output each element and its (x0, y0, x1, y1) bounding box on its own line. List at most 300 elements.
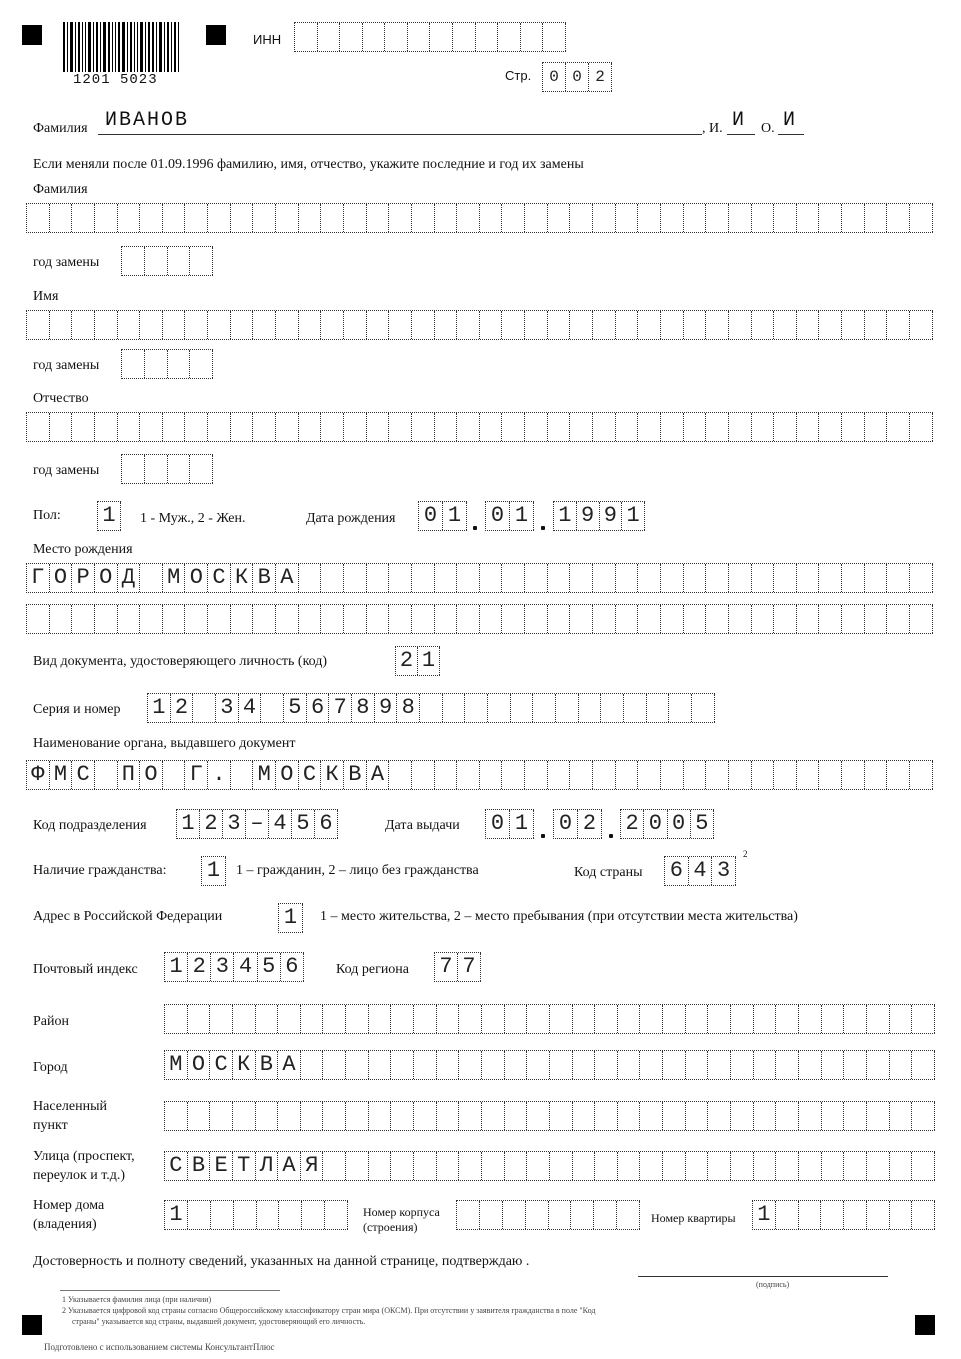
comb-cell (754, 1005, 777, 1033)
comb-cell (640, 1102, 663, 1130)
birth-place-field-line1[interactable] (26, 563, 933, 593)
old-name-field[interactable] (26, 310, 933, 340)
comb-cell (459, 1102, 482, 1130)
street-label-line1: Улица (проспект, (33, 1149, 135, 1164)
comb-cell (525, 413, 548, 441)
comb-cell (776, 1102, 799, 1130)
street-char (663, 1152, 686, 1180)
inn-field[interactable] (294, 22, 566, 52)
issuer-char (480, 761, 503, 789)
city-label: Город (33, 1060, 68, 1075)
issuer-char: В (344, 761, 367, 789)
comb-cell (140, 605, 163, 633)
birth-year-digit: 9 (577, 502, 600, 530)
comb-cell (27, 311, 50, 339)
city-char (822, 1051, 845, 1079)
street-char (776, 1152, 799, 1180)
house-label-line2: (владения) (33, 1217, 97, 1232)
comb-cell (50, 413, 73, 441)
address-label: Адрес в Российской Федерации (33, 909, 223, 924)
district-field[interactable] (164, 1004, 935, 1034)
old-patronymic-year-label: год замены (33, 463, 100, 478)
barcode (63, 20, 181, 72)
comb-cell (480, 1201, 503, 1229)
settlement-field[interactable] (164, 1101, 935, 1131)
sex-value: 1 (98, 502, 121, 530)
house-number-char (302, 1201, 325, 1229)
birth-place-char: Р (72, 564, 95, 592)
comb-cell (369, 1102, 392, 1130)
birth-day-field[interactable] (418, 501, 467, 531)
comb-cell (321, 204, 344, 232)
page-label: Стр. (505, 68, 532, 83)
footnote-2-continued: страны" указывается код страны, выдавшей документ, удостоверяющий его личность. (72, 1317, 366, 1326)
comb-cell (729, 204, 752, 232)
issuer-field[interactable] (26, 760, 933, 790)
apartment-number-char (867, 1201, 890, 1229)
comb-cell (457, 605, 480, 633)
page-number-field[interactable] (542, 62, 612, 92)
comb-cell (276, 413, 299, 441)
comb-cell (145, 455, 168, 483)
city-char (686, 1051, 709, 1079)
division-char: 5 (292, 810, 315, 838)
comb-cell (706, 204, 729, 232)
comb-cell (525, 204, 548, 232)
comb-cell (638, 605, 661, 633)
series-label: Серия и номер (33, 702, 121, 717)
street-char: Л (256, 1152, 279, 1180)
comb-cell (842, 311, 865, 339)
series-char: 5 (284, 694, 307, 722)
comb-cell (616, 311, 639, 339)
city-field[interactable] (164, 1050, 935, 1080)
comb-cell (570, 311, 593, 339)
street-char (731, 1152, 754, 1180)
comb-cell (573, 1005, 596, 1033)
doc-type-digit: 2 (396, 647, 418, 675)
page-digit: 0 (566, 63, 589, 91)
comb-cell (525, 605, 548, 633)
barcode-number: 1201 5023 (73, 72, 158, 88)
issuer-char: . (208, 761, 231, 789)
comb-cell (437, 1005, 460, 1033)
old-patronymic-year-field[interactable] (121, 454, 213, 484)
issuer-char (163, 761, 186, 789)
comb-cell (389, 311, 412, 339)
birth-place-char (412, 564, 435, 592)
surname-underline (98, 134, 702, 135)
house-number-char (279, 1201, 302, 1229)
birth-place-char: М (163, 564, 186, 592)
comb-cell (594, 1201, 617, 1229)
old-surname-field[interactable] (26, 203, 933, 233)
comb-cell (480, 605, 503, 633)
issuer-char (231, 761, 254, 789)
city-char (640, 1051, 663, 1079)
series-char: 1 (148, 694, 171, 722)
birth-month-digit: 1 (510, 502, 534, 530)
building-label-line2: (строения) (363, 1220, 418, 1234)
comb-cell (140, 413, 163, 441)
comb-cell (168, 350, 191, 378)
street-char (550, 1152, 573, 1180)
comb-cell (661, 311, 684, 339)
comb-cell (570, 204, 593, 232)
initial-i-value[interactable]: И (732, 109, 745, 132)
building-number-field[interactable] (456, 1200, 640, 1230)
birth-place-char (435, 564, 458, 592)
country-code-field[interactable] (664, 856, 736, 886)
old-patronymic-field[interactable] (26, 412, 933, 442)
comb-cell (548, 605, 571, 633)
house-number-char (188, 1201, 211, 1229)
comb-cell (323, 1005, 346, 1033)
street-char (459, 1152, 482, 1180)
city-char (776, 1051, 799, 1079)
comb-cell (276, 311, 299, 339)
issuer-char (95, 761, 118, 789)
division-code-field[interactable] (176, 809, 338, 839)
doc-type-digit: 1 (418, 647, 440, 675)
comb-cell (391, 1102, 414, 1130)
comb-cell (163, 605, 186, 633)
issue-year-field[interactable] (620, 809, 714, 839)
comb-cell (887, 311, 910, 339)
comb-cell (819, 311, 842, 339)
issuer-char (525, 761, 548, 789)
comb-cell (278, 1005, 301, 1033)
comb-cell (95, 204, 118, 232)
comb-cell (774, 413, 797, 441)
inn-label: ИНН (253, 32, 282, 47)
old-surname-year-label: год замены (33, 255, 100, 270)
old-name-year-field[interactable] (121, 349, 213, 379)
birth-month-field[interactable] (485, 501, 534, 531)
issuer-char (389, 761, 412, 789)
comb-cell (344, 204, 367, 232)
city-char (754, 1051, 777, 1079)
comb-cell (729, 413, 752, 441)
comb-cell (482, 1102, 505, 1130)
initial-o-value[interactable]: И (783, 109, 796, 132)
division-char: – (246, 810, 269, 838)
comb-cell (457, 413, 480, 441)
apartment-number-char (912, 1201, 935, 1229)
district-label: Район (33, 1014, 69, 1029)
issuer-char (638, 761, 661, 789)
birth-place-char: А (276, 564, 299, 592)
old-name-label: Имя (33, 289, 59, 304)
comb-cell (321, 413, 344, 441)
city-char: С (210, 1051, 233, 1079)
city-char (550, 1051, 573, 1079)
citizenship-hint: 1 – гражданин, 2 – лицо без гражданства (236, 863, 479, 878)
comb-cell (412, 605, 435, 633)
house-label-line1: Номер дома (33, 1198, 105, 1213)
issuer-char: М (50, 761, 73, 789)
address-type-field[interactable] (278, 903, 303, 933)
birth-place-char (570, 564, 593, 592)
comb-cell (190, 350, 213, 378)
comb-cell (503, 1201, 526, 1229)
citizenship-field[interactable] (201, 856, 226, 886)
city-char (505, 1051, 528, 1079)
comb-cell (527, 1102, 550, 1130)
comb-cell (548, 311, 571, 339)
series-char (443, 694, 466, 722)
comb-cell (799, 1005, 822, 1033)
surname-label: Фамилия (33, 121, 88, 136)
postcode-digit: 4 (234, 953, 257, 981)
postcode-digit: 3 (211, 953, 234, 981)
signature-line[interactable] (638, 1276, 888, 1277)
issuer-char: С (299, 761, 322, 789)
birth-place-char (480, 564, 503, 592)
street-char: С (165, 1152, 188, 1180)
birth-place-char (548, 564, 571, 592)
issue-date-label: Дата выдачи (385, 818, 460, 833)
street-label-line2: переулок и т.д.) (33, 1168, 126, 1183)
birth-day-digit: 0 (419, 502, 443, 530)
birth-place-char (593, 564, 616, 592)
comb-cell (797, 204, 820, 232)
country-footnote-mark: 2 (743, 849, 748, 859)
comb-cell (865, 605, 888, 633)
comb-cell (595, 1005, 618, 1033)
settlement-label-line2: пункт (33, 1118, 68, 1133)
issuer-char: О (140, 761, 163, 789)
comb-cell (27, 605, 50, 633)
street-char: Т (233, 1152, 256, 1180)
issue-month-digit: 0 (554, 810, 578, 838)
birth-place-char (661, 564, 684, 592)
comb-cell (844, 1102, 867, 1130)
comb-cell (190, 455, 213, 483)
date-separator-dot (541, 526, 545, 530)
comb-cell (616, 413, 639, 441)
comb-cell (686, 1102, 709, 1130)
comb-cell (686, 1005, 709, 1033)
birth-year-field[interactable] (553, 501, 645, 531)
comb-cell (276, 204, 299, 232)
comb-cell (233, 1102, 256, 1130)
birth-place-char (865, 564, 888, 592)
street-field[interactable] (164, 1151, 935, 1181)
comb-cell (163, 413, 186, 441)
comb-cell (435, 204, 458, 232)
issuer-label: Наименование органа, выдавшего документ (33, 736, 296, 751)
comb-cell (865, 311, 888, 339)
comb-cell (122, 247, 145, 275)
comb-cell (776, 1005, 799, 1033)
city-char (618, 1051, 641, 1079)
birth-place-field-line2[interactable] (26, 604, 933, 634)
comb-cell (344, 311, 367, 339)
comb-cell (527, 1005, 550, 1033)
house-number-char (325, 1201, 348, 1229)
old-surname-year-field[interactable] (121, 246, 213, 276)
street-char (527, 1152, 550, 1180)
postcode-field[interactable] (164, 952, 304, 982)
comb-cell (731, 1005, 754, 1033)
comb-cell (550, 1102, 573, 1130)
comb-cell (27, 204, 50, 232)
sex-field[interactable] (97, 501, 121, 531)
apartment-number-char (776, 1201, 799, 1229)
comb-cell (570, 605, 593, 633)
issue-day-digit: 1 (510, 810, 534, 838)
comb-cell (505, 1005, 528, 1033)
series-char: 2 (171, 694, 194, 722)
series-char (556, 694, 579, 722)
comb-cell (72, 311, 95, 339)
old-surname-label: Фамилия (33, 182, 88, 197)
comb-cell (480, 311, 503, 339)
comb-cell (165, 1102, 188, 1130)
comb-cell (822, 1005, 845, 1033)
comb-cell (95, 413, 118, 441)
street-char (912, 1152, 935, 1180)
corner-marker-bottom-left (22, 1315, 42, 1335)
comb-cell (638, 311, 661, 339)
city-char (369, 1051, 392, 1079)
comb-cell (321, 311, 344, 339)
city-char (301, 1051, 324, 1079)
comb-cell (822, 1102, 845, 1130)
issuer-char (570, 761, 593, 789)
birth-place-char: О (95, 564, 118, 592)
doc-type-field[interactable] (395, 646, 440, 676)
corner-marker-bottom-right (915, 1315, 935, 1335)
comb-cell (323, 1102, 346, 1130)
initial-o-underline (778, 134, 804, 135)
comb-cell (346, 1102, 369, 1130)
comb-cell (752, 204, 775, 232)
comb-cell (253, 605, 276, 633)
comb-cell (684, 204, 707, 232)
house-number-field[interactable] (164, 1200, 348, 1230)
city-char (867, 1051, 890, 1079)
comb-cell (593, 413, 616, 441)
surname-value[interactable]: ИВАНОВ (105, 109, 190, 132)
series-char (601, 694, 624, 722)
settlement-label-line1: Населенный (33, 1099, 108, 1114)
street-char (708, 1152, 731, 1180)
comb-cell (457, 204, 480, 232)
birth-place-char: К (231, 564, 254, 592)
region-code-label: Код региона (336, 962, 410, 977)
birth-place-char (525, 564, 548, 592)
comb-cell (663, 1102, 686, 1130)
street-char (640, 1152, 663, 1180)
series-char (193, 694, 216, 722)
comb-cell (367, 311, 390, 339)
issuer-char (887, 761, 910, 789)
apartment-number-char (821, 1201, 844, 1229)
postcode-label: Почтовый индекс (33, 962, 138, 977)
issuer-char (865, 761, 888, 789)
region-code-field[interactable] (434, 952, 481, 982)
issue-day-digit: 0 (486, 810, 510, 838)
apartment-number-field[interactable] (752, 1200, 935, 1230)
comb-cell (706, 311, 729, 339)
comb-cell (618, 1102, 641, 1130)
birth-place-char (706, 564, 729, 592)
comb-cell (50, 605, 73, 633)
comb-cell (299, 204, 322, 232)
series-char: 9 (375, 694, 398, 722)
issue-year-digit: 0 (644, 810, 667, 838)
issuer-char (774, 761, 797, 789)
comb-cell (890, 1005, 913, 1033)
comb-cell (867, 1102, 890, 1130)
comb-cell (369, 1005, 392, 1033)
series-char: 8 (397, 694, 420, 722)
comb-cell (346, 1005, 369, 1033)
street-char: Е (210, 1152, 233, 1180)
comb-cell (435, 311, 458, 339)
comb-cell (414, 1005, 437, 1033)
comb-cell (299, 413, 322, 441)
series-char: 6 (307, 694, 330, 722)
birth-place-char (457, 564, 480, 592)
series-number-field[interactable] (147, 693, 715, 723)
house-number-char: 1 (165, 1201, 188, 1229)
date-separator-dot (473, 526, 477, 530)
issuer-char: П (118, 761, 141, 789)
issuer-char (729, 761, 752, 789)
comb-cell (661, 605, 684, 633)
comb-cell (525, 311, 548, 339)
birth-place-char (616, 564, 639, 592)
comb-cell (865, 204, 888, 232)
comb-cell (163, 204, 186, 232)
city-char (799, 1051, 822, 1079)
issuer-char: Ф (27, 761, 50, 789)
issue-month-field[interactable] (553, 809, 602, 839)
corner-marker-top-left (22, 25, 42, 45)
country-code-digit: 4 (689, 857, 713, 885)
comb-cell (774, 204, 797, 232)
comb-cell (208, 605, 231, 633)
comb-cell (412, 311, 435, 339)
comb-cell (842, 204, 865, 232)
issuer-char (797, 761, 820, 789)
birth-place-char (344, 564, 367, 592)
comb-cell (752, 605, 775, 633)
street-char (890, 1152, 913, 1180)
comb-cell (168, 247, 191, 275)
series-char (579, 694, 602, 722)
issuer-char (412, 761, 435, 789)
old-name-year-label: год замены (33, 358, 100, 373)
comb-cell (887, 605, 910, 633)
street-char (844, 1152, 867, 1180)
comb-cell (145, 247, 168, 275)
issue-day-field[interactable] (485, 809, 534, 839)
issuer-char (502, 761, 525, 789)
city-char (437, 1051, 460, 1079)
city-char (573, 1051, 596, 1079)
birth-place-char (887, 564, 910, 592)
comb-cell (502, 204, 525, 232)
comb-cell (684, 413, 707, 441)
comb-cell (140, 311, 163, 339)
issue-year-digit: 5 (691, 810, 714, 838)
comb-cell (480, 413, 503, 441)
comb-cell (684, 311, 707, 339)
